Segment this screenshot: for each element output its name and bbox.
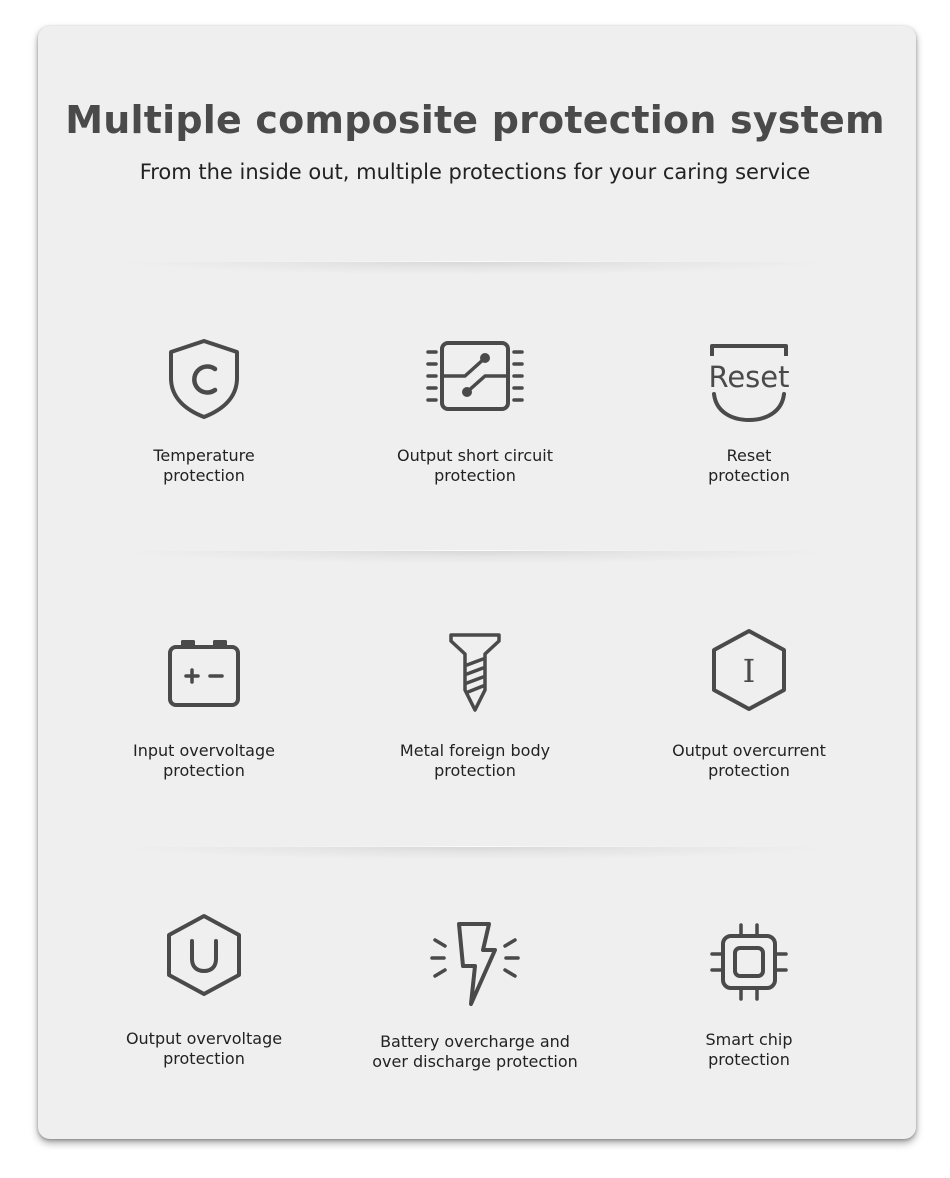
feature-label: protection xyxy=(163,1049,245,1068)
feature-label: protection xyxy=(434,466,516,485)
feature-label: Smart chip xyxy=(705,1030,793,1049)
feature-label: Reset xyxy=(726,446,772,465)
reset-icon-text: Reset xyxy=(708,360,790,394)
feature-output-overcurrent xyxy=(619,628,879,788)
battery-icon xyxy=(166,638,242,708)
feature-temperature xyxy=(74,338,334,498)
feature-input-overvoltage xyxy=(74,638,334,798)
circuit-switch-icon xyxy=(425,340,525,412)
feature-reset xyxy=(619,342,879,502)
page-title: Multiple composite protection system xyxy=(65,98,885,142)
feature-label: Battery overcharge and xyxy=(380,1032,570,1051)
feature-label: Output overvoltage xyxy=(125,1029,283,1048)
feature-output-overvoltage xyxy=(74,913,334,1073)
lightning-icon xyxy=(427,920,523,1008)
feature-label: Output overcurrent xyxy=(672,741,826,760)
feature-label: protection xyxy=(708,761,790,780)
feature-output-short-circuit xyxy=(345,340,605,500)
feature-label: Output short circuit xyxy=(397,446,553,465)
hexagon-i-text: I xyxy=(742,652,756,690)
divider xyxy=(110,261,840,275)
page-subtitle: From the inside out, multiple protections for your caring service xyxy=(139,160,811,184)
feature-label: protection xyxy=(434,761,516,780)
feature-label: Temperature xyxy=(153,446,255,465)
shield-c-icon xyxy=(164,338,244,420)
feature-label: protection xyxy=(708,1050,790,1069)
screw-icon xyxy=(447,632,503,712)
feature-label: protection xyxy=(163,466,245,485)
divider xyxy=(110,550,840,564)
feature-metal-foreign-body xyxy=(345,632,605,792)
feature-label: protection xyxy=(163,761,245,780)
feature-label: over discharge protection xyxy=(372,1052,578,1071)
feature-label: Input overvoltage xyxy=(133,741,275,760)
feature-label: Metal foreign body xyxy=(399,741,551,760)
chip-icon xyxy=(709,922,789,1002)
feature-smart-chip xyxy=(619,922,879,1082)
feature-battery-overcharge xyxy=(345,920,605,1080)
feature-label: protection xyxy=(708,466,790,485)
divider xyxy=(110,846,840,860)
hexagon-i-icon xyxy=(709,628,789,712)
hexagon-u-icon xyxy=(164,913,244,997)
reset-icon xyxy=(704,342,794,422)
